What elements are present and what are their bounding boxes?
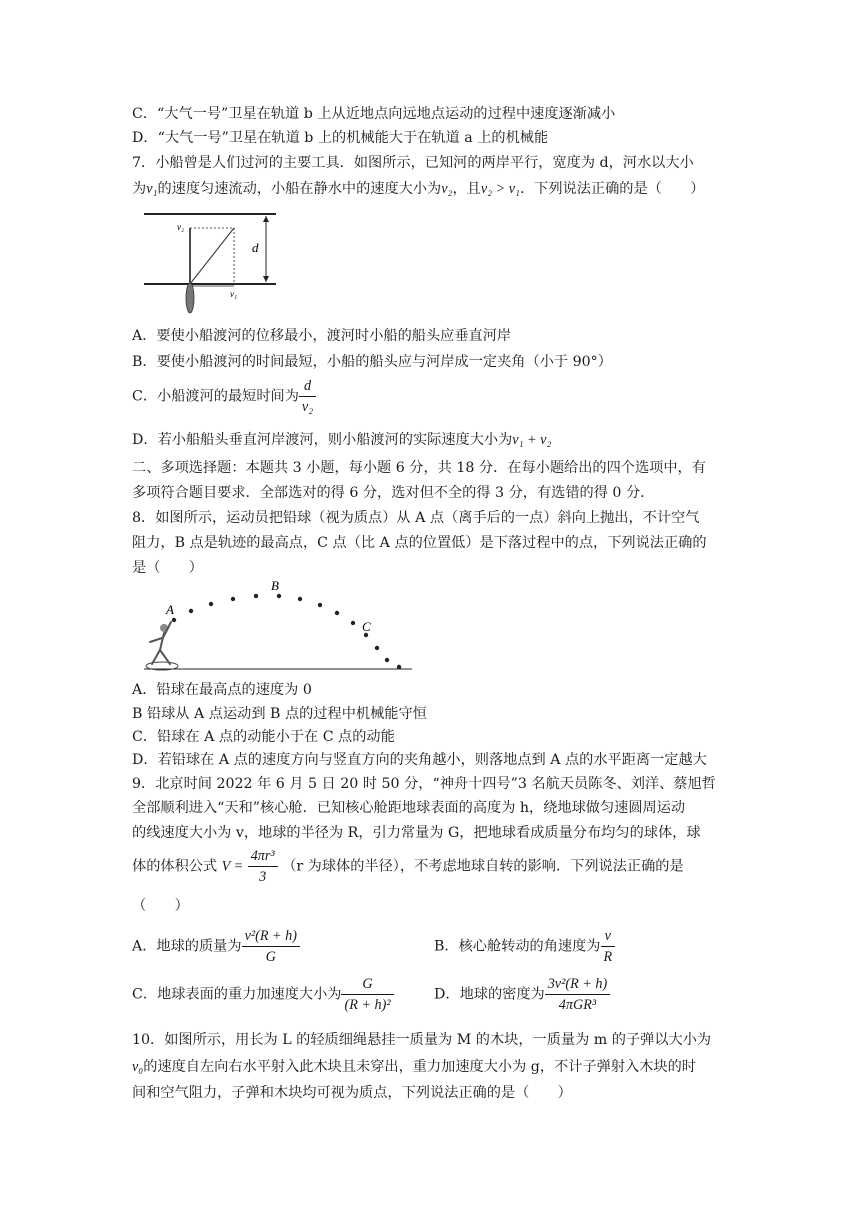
q7-text: 的速度匀速流动，小船在静水中的速度大小为 xyxy=(157,181,442,197)
q9-stem-line3: 的线速度大小为 v，地球的半径为 R，引力常量为 G，把地球看成质量分布均匀的球体，球 xyxy=(132,825,701,841)
q9-option-c-den: (R + h)² xyxy=(344,997,391,1013)
q9-option-b-fraction xyxy=(601,926,616,967)
q8-point-c-label: C xyxy=(362,619,371,634)
q9-option-a-fraction xyxy=(242,926,300,967)
q10-v0: v₀ xyxy=(132,1059,144,1075)
q8-stem-line3: 是（ ） xyxy=(132,560,203,576)
q9-volume-symbol: V = xyxy=(221,858,244,875)
q9-text: 体的体积公式 xyxy=(132,858,218,875)
q8-option-c: C．铅球在 A 点的动能小于在 C 点的动能 xyxy=(132,729,395,745)
q7-inequality: v₂ > v₁ xyxy=(480,181,520,197)
q10-stem-line2 xyxy=(132,1057,696,1077)
q7-d-arrowhead-bottom xyxy=(263,276,269,282)
section2-line1: 二、多项选择题：本题共 3 小题，每小题 6 分，共 18 分．在每小题给出的四个选项中，有 xyxy=(132,460,706,476)
q9-stem-line5: （ ） xyxy=(132,898,189,914)
q8-point-b-label: B xyxy=(271,578,279,593)
q8-athlete-icon xyxy=(150,622,171,664)
q8-point-a-label: A xyxy=(166,602,174,617)
q7-text: ，且 xyxy=(452,181,481,197)
q7-option-a: A．要使小船渡河的位移最小，渡河时小船的船头应垂直河岸 xyxy=(132,328,512,344)
q9-option-c xyxy=(132,974,394,1015)
q9-volume-den: 3 xyxy=(259,869,267,885)
q7-option-d-expr: v₁ + v₂ xyxy=(512,432,552,448)
q7-stem-line2 xyxy=(132,179,704,199)
q7-option-c-fraction xyxy=(299,376,316,417)
q7-text: 为 xyxy=(132,181,147,197)
q8-option-a: A．铅球在最高点的速度为 0 xyxy=(132,682,312,698)
q7-river-figure xyxy=(140,208,290,318)
q7-stem-line1: 7．小船曾是人们过河的主要工具．如图所示，已知河的两岸平行，宽度为 d，河水以大小 xyxy=(132,155,694,171)
q7-fig-v1-label: v₁ xyxy=(230,289,238,299)
q7-v2: v₂ xyxy=(441,181,453,197)
q9-option-b-den: R xyxy=(603,949,613,965)
q8-stem-line2: 阻力，B 点是轨迹的最高点，C 点（比 A 点的位置低）是下落过程中的点，下列说法正确的 xyxy=(132,535,707,551)
q7-option-d-text: D．若小船船头垂直河岸渡河，则小船渡河的实际速度大小为 xyxy=(132,432,513,448)
q9-volume-fraction xyxy=(248,846,278,887)
q9-option-a-num: v²(R + h) xyxy=(242,926,300,947)
q9-option-b-num: v xyxy=(601,926,616,947)
q9-option-c-fraction xyxy=(341,974,393,1015)
q6-option-d: D．“大气一号”卫星在轨道 b 上的机械能大于在轨道 a 上的机械能 xyxy=(132,130,549,146)
q10-text: 的速度自左向右水平射入此木块且未穿出，重力加速度大小为 g，不计子弹射入木块的时 xyxy=(143,1059,696,1075)
q9-stem-line2: 全部顺利进入“天和”核心舱．已知核心舱距地球表面的高度为 h，绕地球做匀速圆周运动 xyxy=(132,800,686,816)
q7-fig-v2-label: v₂ xyxy=(177,222,185,232)
q9-option-a-den: G xyxy=(265,949,276,965)
q9-option-d xyxy=(434,974,610,1015)
q10-stem-line1: 10．如图所示，用长为 L 的轻质细绳悬挂一质量为 M 的木块，一质量为 m 的子弹以大小为 xyxy=(132,1032,712,1048)
q9-option-d-text: D．地球的密度为 xyxy=(434,986,545,1003)
q9-stem-line4 xyxy=(132,846,684,887)
q9-volume-num: 4πr³ xyxy=(248,846,278,867)
q9-option-c-num: G xyxy=(341,974,393,995)
q9-option-b xyxy=(434,926,615,967)
q7-option-c-text: C．小船渡河的最短时间为 xyxy=(132,388,299,405)
q9-option-c-text: C．地球表面的重力加速度大小为 xyxy=(132,986,342,1003)
q7-fig-d-label: d xyxy=(252,240,259,255)
q10-stem-line3: 间和空气阻力，子弹和木块均可视为质点，下列说法正确的是（ ） xyxy=(132,1085,572,1101)
q7-frac-den: v₂ xyxy=(301,399,314,415)
q7-v1: v₁ xyxy=(146,181,158,197)
q9-text: （r 为球体的半径），不考虑地球自转的影响．下列说法正确的是 xyxy=(282,858,684,875)
q8-trajectory-figure xyxy=(140,578,415,678)
q9-option-a-text: A．地球的质量为 xyxy=(132,938,242,955)
q7-text: ．下列说法正确的是（ ） xyxy=(519,181,705,197)
q9-stem-line1: 9．北京时间 2022 年 6 月 5 日 20 时 50 分，“神舟十四号”3 名航天员陈冬、刘洋、蔡旭哲 xyxy=(132,776,716,792)
q9-option-d-den: 4πGR³ xyxy=(558,997,597,1013)
q7-option-d xyxy=(132,430,551,450)
q9-option-a xyxy=(132,926,300,967)
q9-option-d-fraction xyxy=(545,974,611,1015)
q7-d-arrowhead-top xyxy=(263,216,269,222)
q7-option-b: B．要使小船渡河的时间最短，小船的船头应与河岸成一定夹角（小于 90°） xyxy=(132,354,612,370)
q8-option-d: D．若铅球在 A 点的速度方向与竖直方向的夹角越小，则落地点到 A 点的水平距离一定越大 xyxy=(132,752,707,768)
q9-option-b-text: B．核心舱转动的角速度为 xyxy=(434,938,601,955)
q7-option-c xyxy=(132,376,316,417)
q6-option-c: C．“大气一号”卫星在轨道 b 上从近地点向远地点运动的过程中速度逐渐减小 xyxy=(132,106,616,122)
q7-resultant-vector xyxy=(190,228,234,284)
q8-stem-line1: 8．如图所示，运动员把铅球（视为质点）从 A 点（离手后的一点）斜向上抛出，不计空气 xyxy=(132,510,700,526)
q7-frac-num: d xyxy=(299,376,316,397)
q9-option-d-num: 3v²(R + h) xyxy=(545,974,611,995)
section2-line2: 多项符合题目要求．全部选对的得 6 分，选对但不全的得 3 分，有选错的得 0 分． xyxy=(132,485,655,501)
q7-boat-icon xyxy=(186,283,194,313)
q8-option-b: B 铅球从 A 点运动到 B 点的过程中机械能守恒 xyxy=(132,706,427,722)
